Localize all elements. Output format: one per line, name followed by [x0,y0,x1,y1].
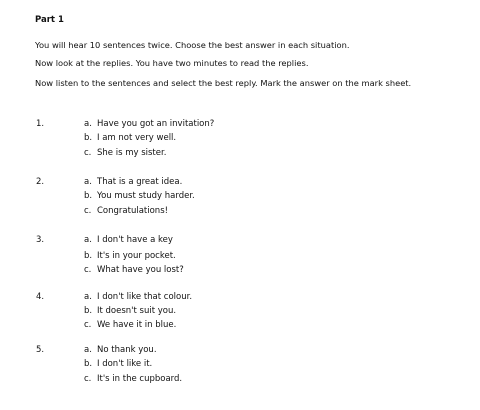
option-text: I don't have a key [97,235,173,245]
option-4c [84,320,176,330]
option-text: We have it in blue. [97,320,177,330]
option-2b [84,191,195,201]
option-5a [84,345,157,355]
option-letter: c. [84,206,92,216]
option-letter: a. [84,292,92,302]
option-letter: a. [84,119,92,129]
option-1c [84,148,166,158]
option-text: You must study harder. [97,191,195,201]
option-2a [84,177,182,187]
option-letter: c. [84,374,92,384]
option-letter: b. [84,251,93,261]
instruction-line-1: You will hear 10 sentences twice. Choose the best answer in each situation. [35,40,350,50]
question-number: 1. [36,119,45,129]
option-5b [84,359,152,369]
option-letter: a. [84,345,92,355]
option-letter: b. [84,359,93,369]
option-text: I don't like that colour. [97,292,193,302]
question-number: 5. [36,345,45,355]
option-letter: b. [84,133,93,143]
option-text: Have you got an invitation? [97,119,215,129]
option-letter: b. [84,306,93,316]
option-text: It's in your pocket. [97,251,176,261]
option-text: It doesn't suit you. [97,306,177,316]
option-3c [84,265,184,275]
option-4b [84,306,176,316]
option-3b [84,251,176,261]
option-3a [84,235,173,245]
option-text: I am not very well. [97,133,177,143]
question-number: 3. [36,235,45,245]
option-2c [84,206,168,216]
option-letter: c. [84,148,92,158]
instruction-line-3: Now listen to the sentences and select the best reply. Mark the answer on the mark sheet. [35,78,412,88]
option-letter: c. [84,320,92,330]
option-letter: a. [84,235,92,245]
part-title: Part 1 [35,15,64,25]
option-4a [84,292,192,302]
option-1a [84,119,214,129]
option-text: She is my sister. [97,148,167,158]
option-text: Congratulations! [97,206,169,216]
option-text: It's in the cupboard. [97,374,183,384]
option-letter: a. [84,177,92,187]
question-number: 2. [36,177,45,187]
option-1b [84,133,176,143]
option-text: No thank you. [97,345,157,355]
instruction-line-2: Now look at the replies. You have two minutes to read the replies. [35,58,309,68]
option-5c [84,374,182,384]
option-letter: b. [84,191,93,201]
option-letter: c. [84,265,92,275]
question-number: 4. [36,292,45,302]
option-text: That is a great idea. [97,177,183,187]
option-text: I don't like it. [97,359,153,369]
option-text: What have you lost? [97,265,184,275]
